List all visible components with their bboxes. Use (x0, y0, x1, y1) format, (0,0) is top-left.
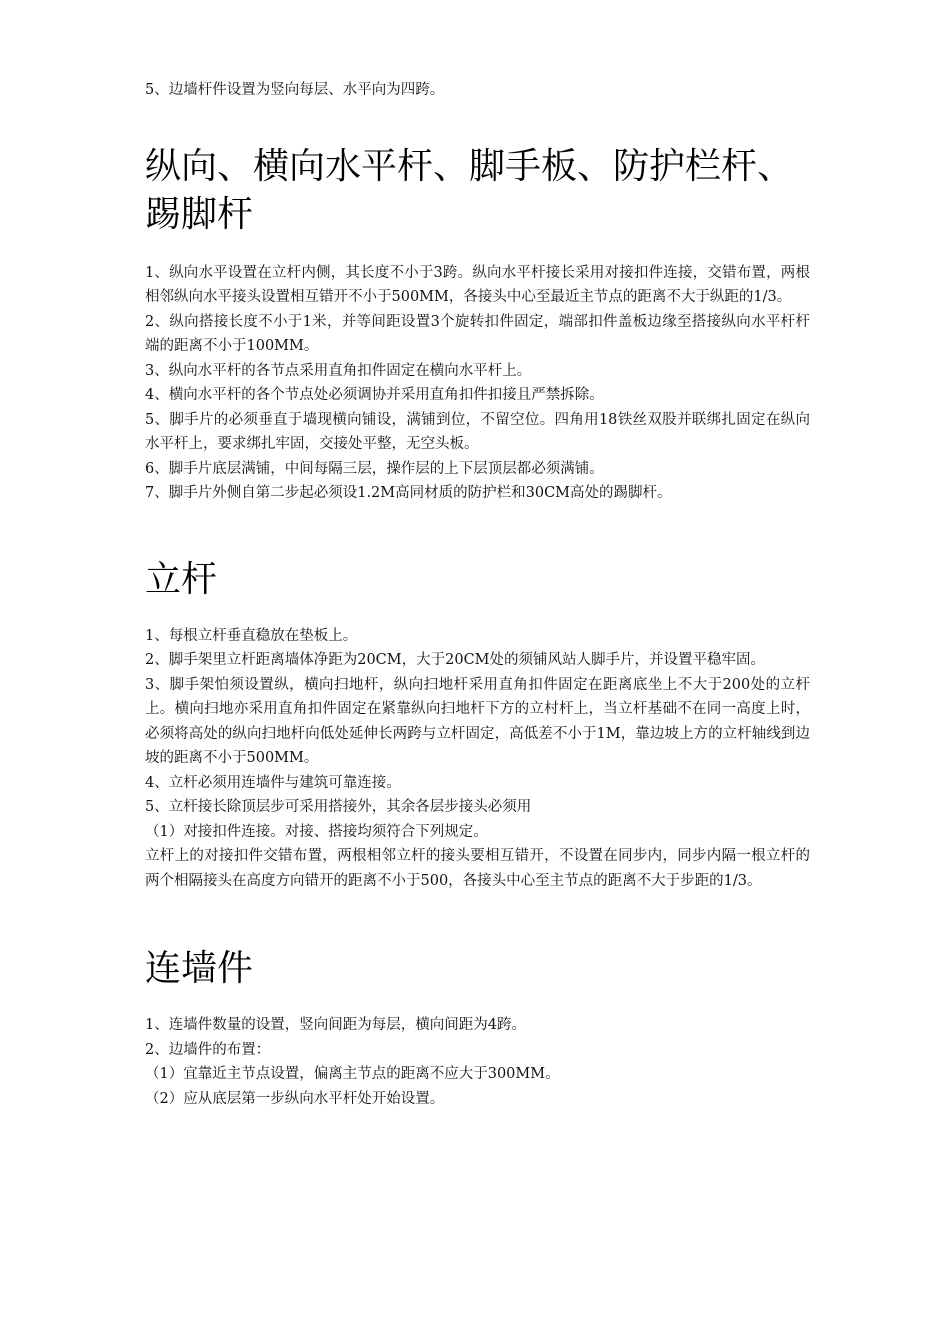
section-heading-wall-ties: 连墙件 (145, 948, 254, 989)
paragraph: 5、脚手片的必须垂直于墙现横向铺设，满铺到位，不留空位。四角用18铁丝双股并联绑扎固定在纵向水平杆上，要求绑扎牢固，交接处平整，无空头板。 (145, 411, 810, 452)
paragraph: 2、脚手架里立杆距离墙体净距为20CM，大于20CM处的须铺风站人脚手片，并设置平稳牢固。 (145, 652, 766, 668)
paragraph: 5、立杆接长除顶层步可采用搭接外，其余各层步接头必须用 (145, 799, 532, 815)
paragraph: 立杆上的对接扣件交错布置，两根相邻立杆的接头要相互错开，不设置在同步内，同步内隔一根立杆的两个相隔接头在高度方向错开的距离不小于500，各接头中心至主节点的距离不大于步距的1/3。 (145, 848, 810, 889)
paragraph: 2、纵向搭接长度不小于1米，并等间距设置3个旋转扣件固定，端部扣件盖板边缘至搭接纵向水平杆杆端的距离不小于100MM。 (145, 313, 810, 354)
paragraph: 1、每根立杆垂直稳放在垫板上。 (145, 627, 358, 644)
section-heading-horizontal-bars: 纵向、横向水平杆、脚手板、防护栏杆、踢脚杆 (145, 145, 794, 235)
paragraph: （1）对接扣件连接。对接、搭接均须符合下列规定。 (145, 823, 488, 840)
paragraph: （1）宜靠近主节点设置，偏离主节点的距离不应大于300MM。 (145, 1066, 560, 1082)
paragraph: 2、边墙件的布置： (145, 1041, 271, 1058)
paragraph: 1、纵向水平设置在立杆内侧，其长度不小于3跨。纵向水平杆接长采用对接扣件连接，交错布置，两根相邻纵向水平接头设置相互错开不小于500MM，各接头中心至最近主节点的距离不大于纵距的1/3。 (145, 264, 810, 305)
paragraph: 4、横向水平杆的各个节点处必须调协并采用直角扣件扣接且严禁拆除。 (145, 387, 604, 403)
section-body-wall-ties (145, 1013, 810, 1111)
paragraph: （2）应从底层第一步纵向水平杆处开始设置。 (145, 1090, 445, 1107)
section-heading-uprights: 立杆 (145, 558, 218, 600)
paragraph: 3、脚手架怕须设置纵，横向扫地杆，纵向扫地杆采用直角扣件固定在距离底坐上不大于200处的立杆上。横向扫地亦采用直角扣件固定在紧靠纵向扫地杆下方的立村杆上，当立杆基础不在同一高度上时，必须将高处的纵向扫地杆向低处延伸长两跨与立杆固定，高低差不小于1M，靠边坡上方的立杆轴线到边坡的距离不小于500MM。 (145, 676, 810, 766)
paragraph: 3、纵向水平杆的各节点采用直角扣件固定在横向水平杆上。 (145, 362, 532, 379)
paragraph: 1、连墙件数量的设置，竖向间距为每层，横向间距为4跨。 (145, 1017, 526, 1033)
section-body-horizontal-bars (145, 261, 810, 506)
section-body-uprights (145, 624, 810, 894)
paragraph: 6、脚手片底层满铺，中间每隔三层，操作层的上下层顶层都必须满铺。 (145, 460, 604, 477)
intro-paragraph: 5、边墙杆件设置为竖向每层、水平向为四跨。 (145, 82, 445, 98)
document-page (145, 78, 810, 1111)
paragraph: 7、脚手片外侧自第二步起必须设1.2M高同材质的防护栏和30CM高处的踢脚杆。 (145, 485, 672, 501)
paragraph: 4、立杆必须用连墙件与建筑可靠连接。 (145, 774, 401, 791)
